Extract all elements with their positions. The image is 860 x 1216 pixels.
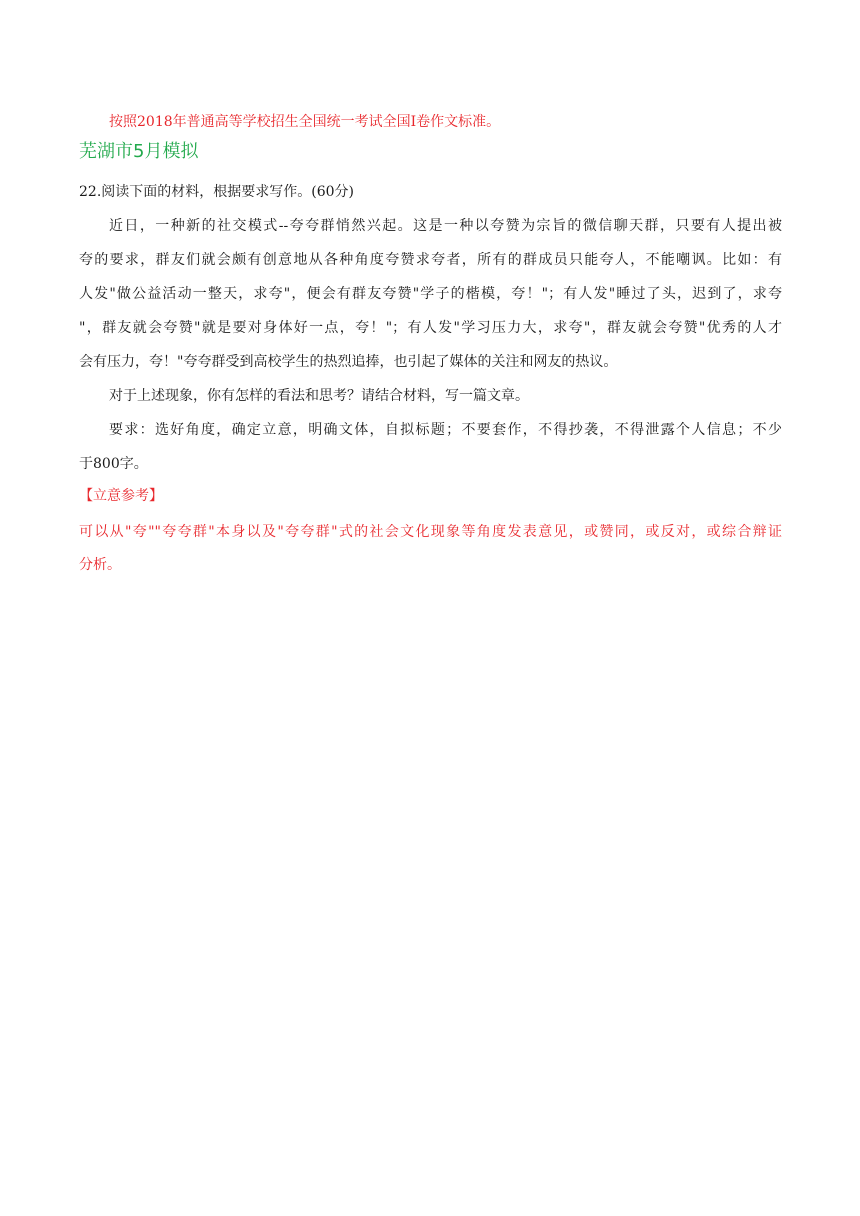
question-header: 22.阅读下面的材料，根据要求写作。(60分) xyxy=(79,184,355,200)
reference-line: 分析。 xyxy=(79,557,121,573)
material-line: 会有压力，夸！"夸夸群受到高校学生的热烈追捧，也引起了媒体的关注和网友的热议。 xyxy=(79,354,618,370)
intro-note: 按照2018年普通高等学校招生全国统一考试全国Ⅰ卷作文标准。 xyxy=(109,114,501,130)
material-line: 人发"做公益活动一整天，求夸"，便会有群友夸赞"学子的楷模，夸！"；有人发"睡过了头，迟到了，求夸 xyxy=(79,286,782,302)
reference-line: 可以从"夸""夸夸群"本身以及"夸夸群"式的社会文化现象等角度发表意见，或赞同，或反对，或综合辩证 xyxy=(79,524,782,540)
requirement-line: 于800字。 xyxy=(79,456,148,472)
material-line: "，群友就会夸赞"就是要对身体好一点，夸！"；有人发"学习压力大，求夸"，群友就会夸赞"优秀的人才 xyxy=(79,320,782,336)
requirement-line: 要求：选好角度，确定立意，明确文体，自拟标题；不要套作，不得抄袭，不得泄露个人信息；不少 xyxy=(109,422,782,438)
material-line: 夸的要求，群友们就会颇有创意地从各种角度夸赞求夸者，所有的群成员只能夸人，不能嘲讽。比如：有 xyxy=(79,252,782,268)
reference-label: 【立意参考】 xyxy=(79,488,163,504)
writing-prompt: 对于上述现象，你有怎样的看法和思考？请结合材料，写一篇文章。 xyxy=(109,388,529,404)
section-title: 芜湖市5月模拟 xyxy=(79,141,199,162)
material-line: 近日，一种新的社交模式--夸夸群悄然兴起。这是一种以夸赞为宗旨的微信聊天群，只要有人提出被 xyxy=(109,218,782,234)
